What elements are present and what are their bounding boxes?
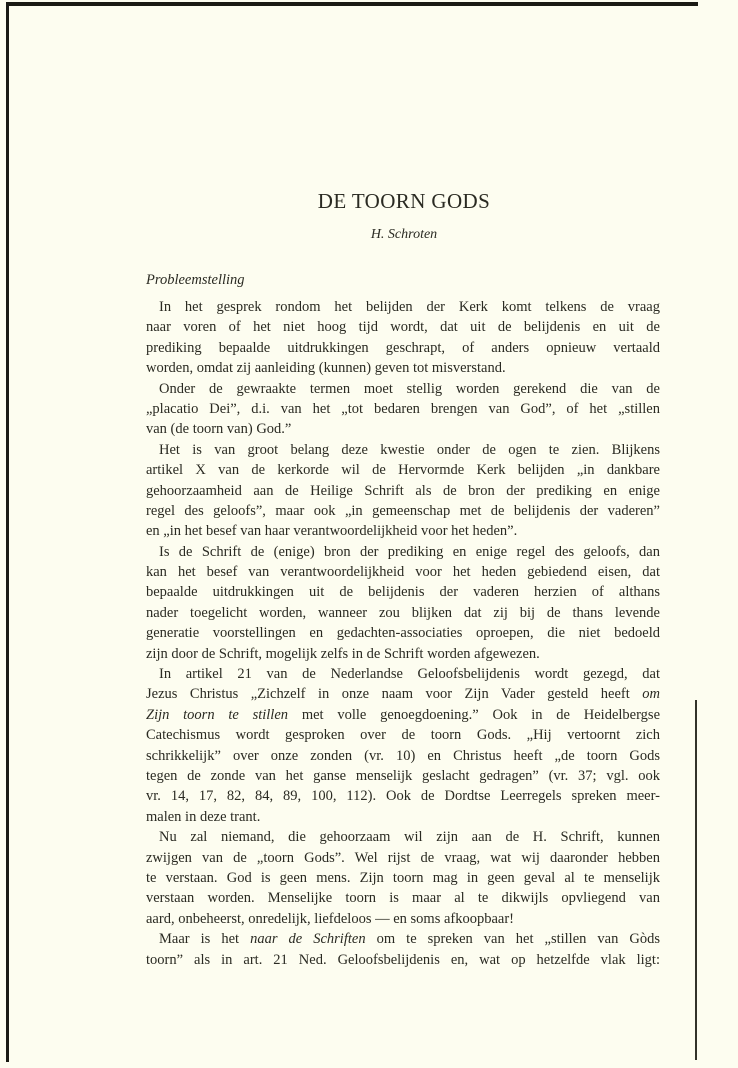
line-text: Onder de gewraakte termen moet stellig worden gerekend die van de bbox=[159, 380, 660, 397]
body-line bbox=[146, 481, 660, 501]
page-edge-top bbox=[8, 2, 698, 6]
body-line bbox=[146, 786, 660, 806]
section-heading: Probleemstelling bbox=[146, 272, 245, 288]
body-line bbox=[146, 929, 660, 949]
body-line bbox=[146, 317, 660, 337]
body-line bbox=[146, 950, 660, 970]
body-line bbox=[146, 358, 660, 378]
line-text: om te spreken van het „stillen van Gòds bbox=[376, 931, 660, 948]
line-text: zijn door de Schrift, mogelijk zelfs in de Schrift worden afgewezen. bbox=[146, 645, 540, 662]
line-text: Het is van groot belang deze kwestie onder de ogen te zien. Blijkens bbox=[159, 441, 660, 458]
body-line bbox=[146, 623, 660, 643]
line-text: te verstaan. God is geen mens. Zijn toorn mag in geen geval al te menselijk bbox=[146, 869, 660, 886]
page-edge-right bbox=[695, 700, 697, 1060]
line-text: gehoorzaamheid aan de Heilige Schrift als de bron der prediking en enige bbox=[146, 482, 660, 499]
line-text: regel des geloofs”, maar ook „in gemeenschap met de belijdenis der vaderen” bbox=[146, 502, 660, 519]
body-line bbox=[146, 909, 660, 929]
line-text: Is de Schrift de (enige) bron der prediking en enige regel des geloofs, dan bbox=[159, 543, 660, 560]
body-line bbox=[146, 725, 660, 745]
body-line bbox=[146, 562, 660, 582]
line-text: en „in het besef van haar verantwoordelijkheid voor het heden”. bbox=[146, 523, 518, 540]
body-line bbox=[146, 582, 660, 602]
italic-text: naar de Schriften bbox=[250, 931, 366, 948]
article-title: DE TOORN GODS bbox=[317, 189, 491, 213]
line-text: verstaan worden. Menselijke toorn is maar al te dikwijls opvliegend van bbox=[146, 890, 660, 907]
body-line bbox=[146, 440, 660, 460]
line-text: tegen de zonde van het ganse menselijk geslacht gedragen” (vr. 37; vgl. ook bbox=[146, 767, 660, 784]
line-text: nader toegelicht worden, wanneer zou blijken dat zij bij de thans levende bbox=[146, 604, 660, 621]
line-text: vr. 14, 17, 82, 84, 89, 100, 112). Ook de Dordtse Leerregels spreken meer- bbox=[146, 788, 660, 805]
body-line bbox=[146, 501, 660, 521]
line-text: generatie voorstellingen en gedachten-associaties oproepen, die niet bedoeld bbox=[146, 625, 660, 642]
body-line bbox=[146, 684, 660, 704]
body-line bbox=[146, 664, 660, 684]
body-line bbox=[146, 827, 660, 847]
body-line bbox=[146, 460, 660, 480]
body-line bbox=[146, 542, 660, 562]
line-text: prediking bepaalde uitdrukkingen geschrapt, of anders opnieuw vertaald bbox=[146, 339, 660, 356]
line-text: schrikkelijk” over onze zonden (vr. 10) en Christus heeft „de toorn Gods bbox=[146, 747, 660, 764]
body-line bbox=[146, 521, 660, 541]
body-line bbox=[146, 807, 660, 827]
line-text: artikel X van de kerkorde wil de Hervormde Kerk belijden „in dankbare bbox=[146, 462, 660, 479]
line-text: zwijgen van de „toorn Gods”. Wel rijst de vraag, wat wij daaronder hebben bbox=[146, 849, 660, 866]
body-line bbox=[146, 603, 660, 623]
line-text: kan het besef van verantwoordelijkheid voor het heden gebiedend eisen, dat bbox=[146, 564, 660, 581]
line-text: Maar is het bbox=[159, 931, 240, 948]
body-line bbox=[146, 705, 660, 725]
body-line bbox=[146, 766, 660, 786]
body-line bbox=[146, 868, 660, 888]
line-text: toorn” als in art. 21 Ned. Geloofsbelijdenis en, wat op hetzelfde vlak ligt: bbox=[146, 951, 660, 968]
line-text: Jezus Christus „Zichzelf in onze naam voor Zijn Vader gesteld heeft bbox=[146, 686, 630, 703]
body-line bbox=[146, 338, 660, 358]
line-text: worden, omdat zij aanleiding (kunnen) geven tot misverstand. bbox=[146, 360, 506, 377]
line-text: bepaalde uitdrukkingen uit de belijdenis der vaderen herzien of althans bbox=[146, 584, 660, 601]
line-text: Catechismus wordt gesproken over de toorn Gods. „Hij vertoornt zich bbox=[146, 727, 660, 744]
line-text: „placatio Dei”, d.i. van het „tot bedaren brengen van God”, of het „stillen bbox=[146, 400, 660, 417]
body-line bbox=[146, 746, 660, 766]
line-text: aard, onbeheerst, onredelijk, liefdeloos — en soms afkoopbaar! bbox=[146, 910, 515, 927]
article-body bbox=[146, 297, 660, 970]
body-line bbox=[146, 848, 660, 868]
italic-text: om bbox=[642, 686, 660, 703]
line-text: malen in deze trant. bbox=[146, 808, 261, 825]
body-line bbox=[146, 888, 660, 908]
page-edge-left bbox=[6, 2, 9, 1062]
line-text: naar voren of het niet hoog tijd wordt, dat uit de belijdenis en uit de bbox=[146, 319, 660, 336]
body-line bbox=[146, 644, 660, 664]
line-text: van (de toorn van) God.” bbox=[146, 421, 292, 438]
body-line bbox=[146, 419, 660, 439]
line-text: In het gesprek rondom het belijden der Kerk komt telkens de vraag bbox=[159, 299, 660, 315]
article-author: H. Schroten bbox=[370, 227, 438, 242]
italic-text: Zijn toorn te stillen bbox=[146, 706, 289, 723]
line-text: In artikel 21 van de Nederlandse Geloofsbelijdenis wordt gezegd, dat bbox=[159, 666, 660, 683]
body-line bbox=[146, 297, 660, 317]
line-text: met volle genoegdoening.” Ook in de Heidelbergse bbox=[301, 706, 660, 723]
line-text: Nu zal niemand, die gehoorzaam wil zijn aan de H. Schrift, kunnen bbox=[159, 829, 660, 846]
body-line bbox=[146, 379, 660, 399]
body-line bbox=[146, 399, 660, 419]
